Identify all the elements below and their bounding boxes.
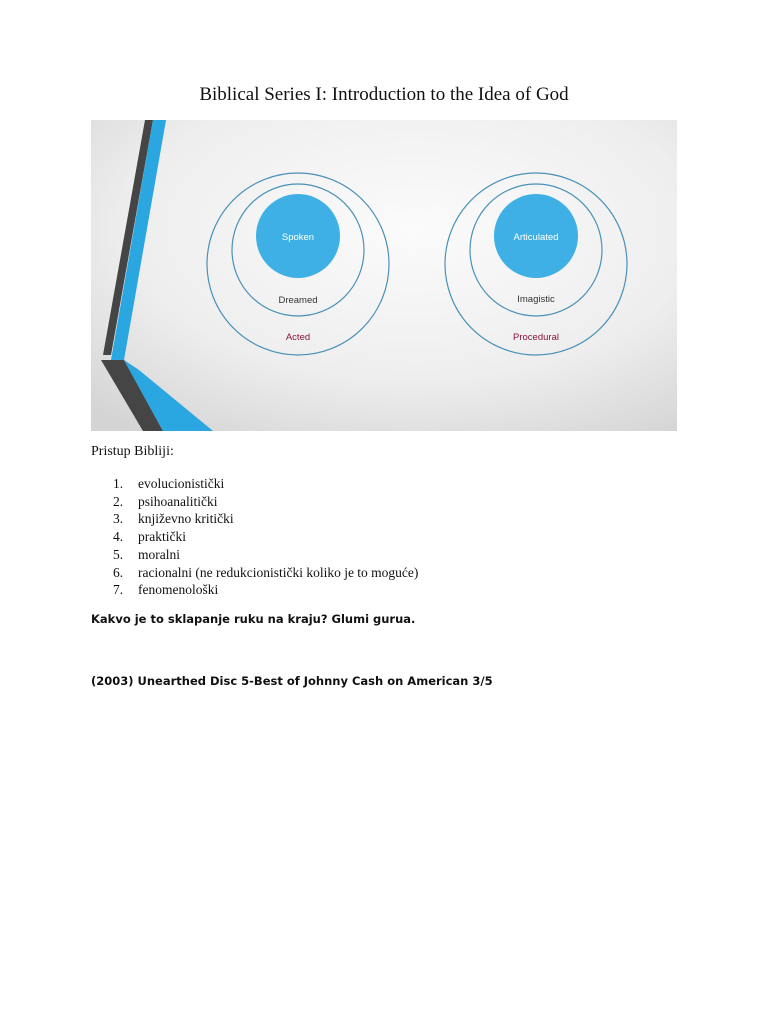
approach-list <box>113 475 418 599</box>
list-item-text: praktički <box>138 529 186 545</box>
list-item-text: književno kritički <box>138 511 234 527</box>
list-item <box>113 510 418 528</box>
list-item <box>113 493 418 511</box>
slide-background <box>91 120 677 431</box>
list-item-number: 1. <box>113 476 124 491</box>
list-item-number: 2. <box>113 493 124 509</box>
album-note: (2003) Unearthed Disc 5-Best of Johnny Cash on American 3/5 <box>91 674 493 688</box>
question-note: Kakvo je to sklapanje ruku na kraju? Glumi gurua. <box>91 612 416 626</box>
left-middle-label: Dreamed <box>278 295 318 306</box>
page-title: Biblical Series I: Introduction to the Idea of God <box>199 84 569 105</box>
right-core-label: Articulated <box>513 232 559 243</box>
right-outer-label: Procedural <box>513 332 559 343</box>
list-item-number: 6. <box>113 564 124 580</box>
list-item <box>113 475 418 493</box>
list-item <box>113 546 418 564</box>
right-middle-label: Imagistic <box>517 294 555 305</box>
slide-image <box>91 120 677 431</box>
left-outer-label: Acted <box>285 332 311 343</box>
list-item-number: 4. <box>113 529 124 545</box>
list-item <box>113 581 418 599</box>
section-label: Pristup Bibliji: <box>91 444 174 459</box>
list-item <box>113 564 418 582</box>
list-item-number: 3. <box>113 511 124 527</box>
left-core-label: Spoken <box>281 232 315 243</box>
list-item-text: racionalni (ne redukcionistički koliko je to moguće) <box>138 564 419 580</box>
list-item-text: psihoanalitički <box>138 493 218 509</box>
list-item-text: moralni <box>138 546 180 562</box>
list-item-number: 7. <box>113 582 124 598</box>
list-item-number: 5. <box>113 546 124 562</box>
slide-diagram <box>91 120 677 431</box>
list-item-text: evolucionistički <box>138 476 225 491</box>
list-item <box>113 528 418 546</box>
list-item-text: fenomenološki <box>138 582 219 598</box>
